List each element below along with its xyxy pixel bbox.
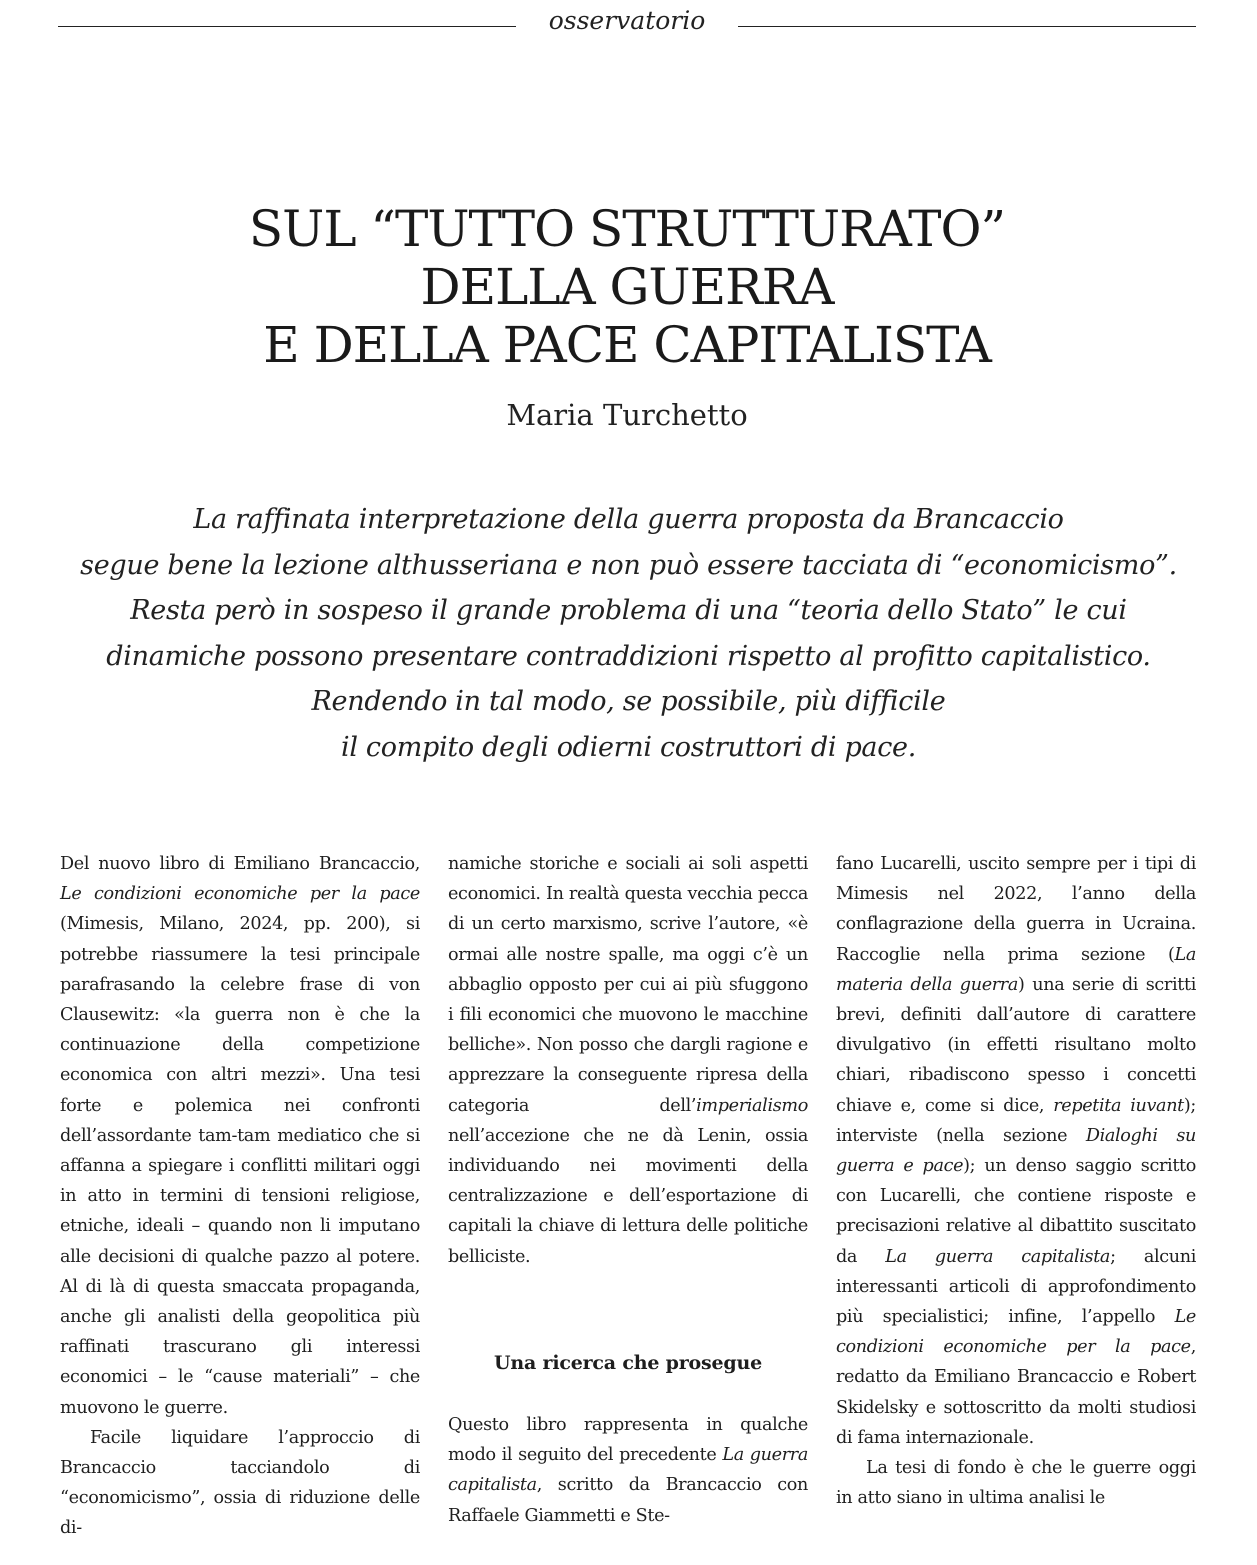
text-run: Questo libro rappresenta in qualche modo il seguito del precedente: [448, 1415, 808, 1466]
text-run: (Mimesis, Milano, 2024, pp. 200), si potrebbe riassumere la tesi principale parafrasando la celebre frase di von Clausewitz: «la guerra non è che la continuazione della competizione economica con altri mezzi». Una tesi forte e polemica nei confronti dell’assordante tam-tam mediatico che si affanna a spiegare i conflitti militari oggi in atto in termini di tensioni religiose, etniche, ideali – quando non li imputano alle decisioni di qualche pazzo al potere. Al di là di questa smaccata propaganda, anche gli analisti della geopolitica più raffinati trascurano gli interessi economici – le “cause materiali” – che muovono le guerre.: [60, 914, 420, 1418]
author-name: Maria Turchetto: [506, 398, 748, 432]
title-line: SUL “TUTTO STRUTTURATO”: [248, 200, 1006, 258]
body-paragraph: [60, 849, 420, 1423]
section-subheading: Una ricerca che prosegue: [494, 1351, 762, 1374]
body-column-3: [836, 849, 1196, 1513]
book-title: Le condizioni economiche per la pace: [60, 884, 420, 905]
text-run: fano Lucarelli, uscito sempre per i tipi di Mimesis nel 2022, l’anno della conflagrazione della guerra in Ucraina. Raccoglie nella prima sezione (: [836, 854, 1196, 965]
text-run: nell’accezione che ne dà Lenin, ossia individuando nei movimenti della centralizzazione e dell’esportazione di capitali la chiave di lettura delle politiche belliciste.: [448, 1125, 808, 1267]
text-run: ; alcuni interessanti articoli di approfondimento più specialistici; infine, l’appello: [836, 1246, 1196, 1328]
header-rule-right: [738, 26, 1196, 27]
text-run: namiche storiche e sociali ai soli aspetti economici. In realtà questa vecchia pecca di un certo marxismo, scrive l’autore, «è ormai alle nostre spalle, ma oggi c’è un abbaglio opposto per cui ai più sfuggono i fili economici che muovono le macchine belliche». Non posso che dargli ragione e apprezzare la conseguente ripresa della categoria dell’: [448, 854, 808, 1116]
text-run: Del nuovo libro di Emiliano Brancaccio,: [60, 854, 420, 874]
body-paragraph: [448, 849, 808, 1272]
body-paragraph: La tesi di fondo è che le guerre oggi in atto siano in ultima analisi le: [836, 1458, 1196, 1509]
abstract-line: dinamiche possono presentare contraddizioni rispetto al profitto capitalistico.: [106, 640, 1151, 672]
text-run: , scritto da Brancaccio con Raffaele Giammetti e Ste-: [448, 1475, 808, 1526]
abstract-line: La raffinata interpretazione della guerra proposta da Brancaccio: [193, 504, 1064, 535]
section-title: La materia della guerra: [836, 944, 1196, 995]
abstract-line: segue bene la lezione althusseriana e non può essere tacciata di “economicismo”.: [80, 549, 1177, 581]
article-abstract: [20, 497, 1237, 770]
book-title: La guerra capitalista: [448, 1445, 808, 1496]
abstract-line: Resta però in sospeso il grande problema di una “teoria dello Stato” le cui: [130, 595, 1127, 626]
book-title: La guerra capitalista: [885, 1246, 1111, 1267]
body-column-2: [448, 849, 808, 1531]
abstract-line: il compito degli odierni costruttori di pace.: [340, 731, 917, 763]
latin-phrase: repetita iuvant: [1053, 1095, 1184, 1116]
article-title: [58, 200, 1196, 374]
text-run: ); un denso saggio scritto con Lucarelli, che contiene risposte e precisazioni relative al dibattito suscitato da: [836, 1156, 1196, 1267]
title-line: DELLA GUERRA: [420, 258, 834, 316]
emphasized-term: imperialismo: [696, 1095, 808, 1116]
text-run: , redatto da Emiliano Brancaccio e Robert Skidelsky e sottoscritto da molti studiosi di fama internazionale.: [836, 1337, 1196, 1448]
title-line: E DELLA PACE CAPITALISTA: [263, 316, 991, 374]
section-title: Dialoghi su guerra e pace: [836, 1125, 1196, 1177]
body-column-1: [60, 849, 420, 1544]
body-paragraph: [836, 849, 1196, 1453]
running-header: [58, 0, 1196, 46]
body-paragraph: [448, 1410, 808, 1531]
book-title: Le condizioni economiche per la pace: [836, 1307, 1196, 1358]
section-label: osservatorio: [548, 6, 706, 35]
body-paragraph: Facile liquidare l’approccio di Brancaccio tacciandolo di “economicismo”, ossia di riduzione delle di-: [60, 1427, 420, 1539]
abstract-line: Rendendo in tal modo, se possibile, più difficile: [311, 686, 946, 717]
text-run: ); interviste (nella sezione: [836, 1095, 1196, 1146]
text-run: ) una serie di scritti brevi, definiti dall’autore di carattere divulgativo (in effetti risultano molto chiari, ribadiscono spesso i concetti chiave e, come si dice,: [836, 974, 1196, 1116]
